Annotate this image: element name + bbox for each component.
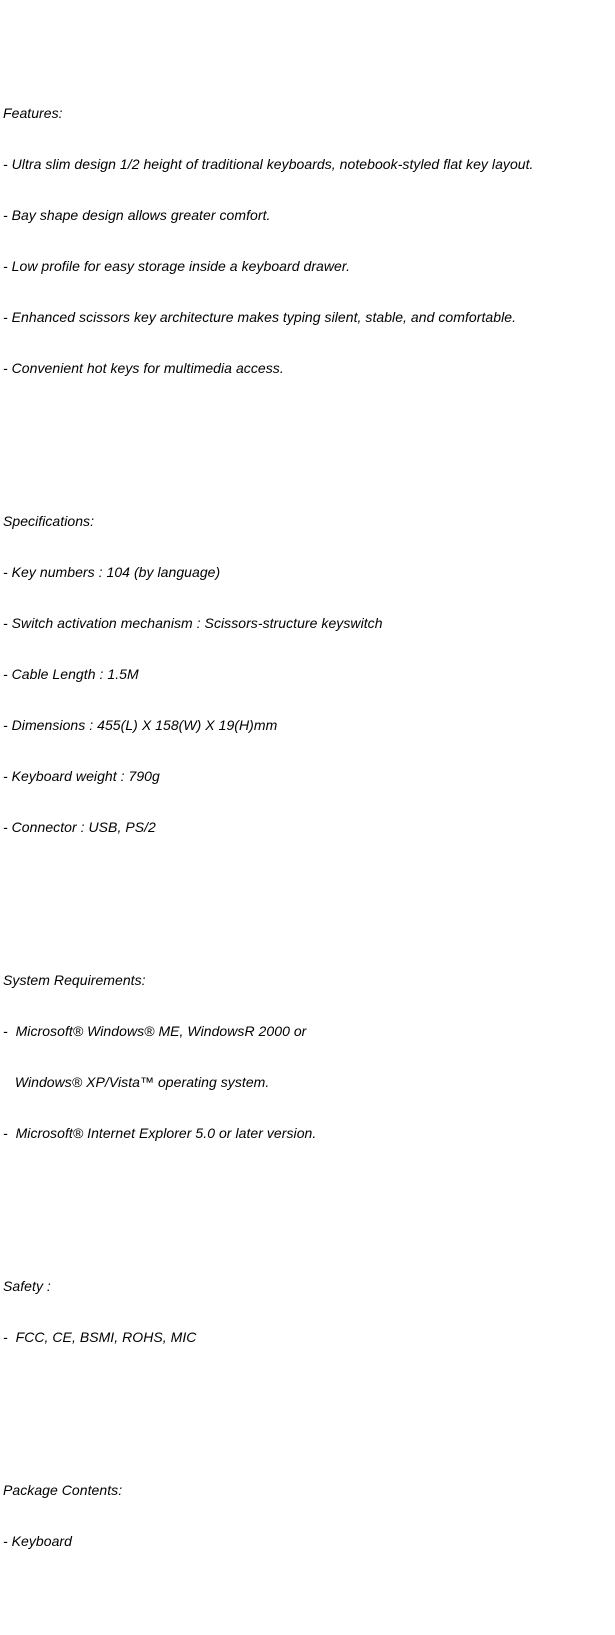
spec-line: - Connector : USB, PS/2 [3, 819, 156, 835]
section-heading: Features: [3, 105, 63, 121]
package-line: - Keyboard [3, 1533, 72, 1549]
features-section [3, 71, 613, 411]
feature-line: - Low profile for easy storage inside a keyboard drawer. [3, 258, 351, 274]
feature-line: - Enhanced scissors key architecture makes typing silent, stable, and comfortable. [3, 309, 517, 325]
specifications-section [3, 479, 613, 870]
spec-line: - Cable Length : 1.5M [3, 666, 139, 682]
requirement-line: - Microsoft® Windows® ME, WindowsR 2000 or [3, 1023, 307, 1039]
spec-line: - Key numbers : 104 (by language) [3, 564, 221, 580]
system-requirements-section [3, 938, 613, 1176]
spec-line: - Keyboard weight : 790g [3, 768, 160, 784]
product-description [3, 20, 613, 1635]
feature-line: - Convenient hot keys for multimedia access. [3, 360, 284, 376]
feature-line: - Ultra slim design 1/2 height of traditional keyboards, notebook-styled flat key layout. [3, 156, 534, 172]
requirement-line: - Microsoft® Internet Explorer 5.0 or later version. [3, 1125, 317, 1141]
section-heading: Specifications: [3, 513, 95, 529]
requirement-line: Windows® XP/Vista™ operating system. [3, 1074, 270, 1090]
feature-line: - Bay shape design allows greater comfort. [3, 207, 271, 223]
spec-line: - Dimensions : 455(L) X 158(W) X 19(H)mm [3, 717, 278, 733]
section-heading: Package Contents: [3, 1482, 123, 1498]
spec-line: - Switch activation mechanism : Scissors-structure keyswitch [3, 615, 383, 631]
safety-line: - FCC, CE, BSMI, ROHS, MIC [3, 1329, 197, 1345]
safety-section [3, 1244, 613, 1380]
package-contents-section [3, 1448, 613, 1584]
section-heading: Safety : [3, 1278, 51, 1294]
section-heading: System Requirements: [3, 972, 146, 988]
